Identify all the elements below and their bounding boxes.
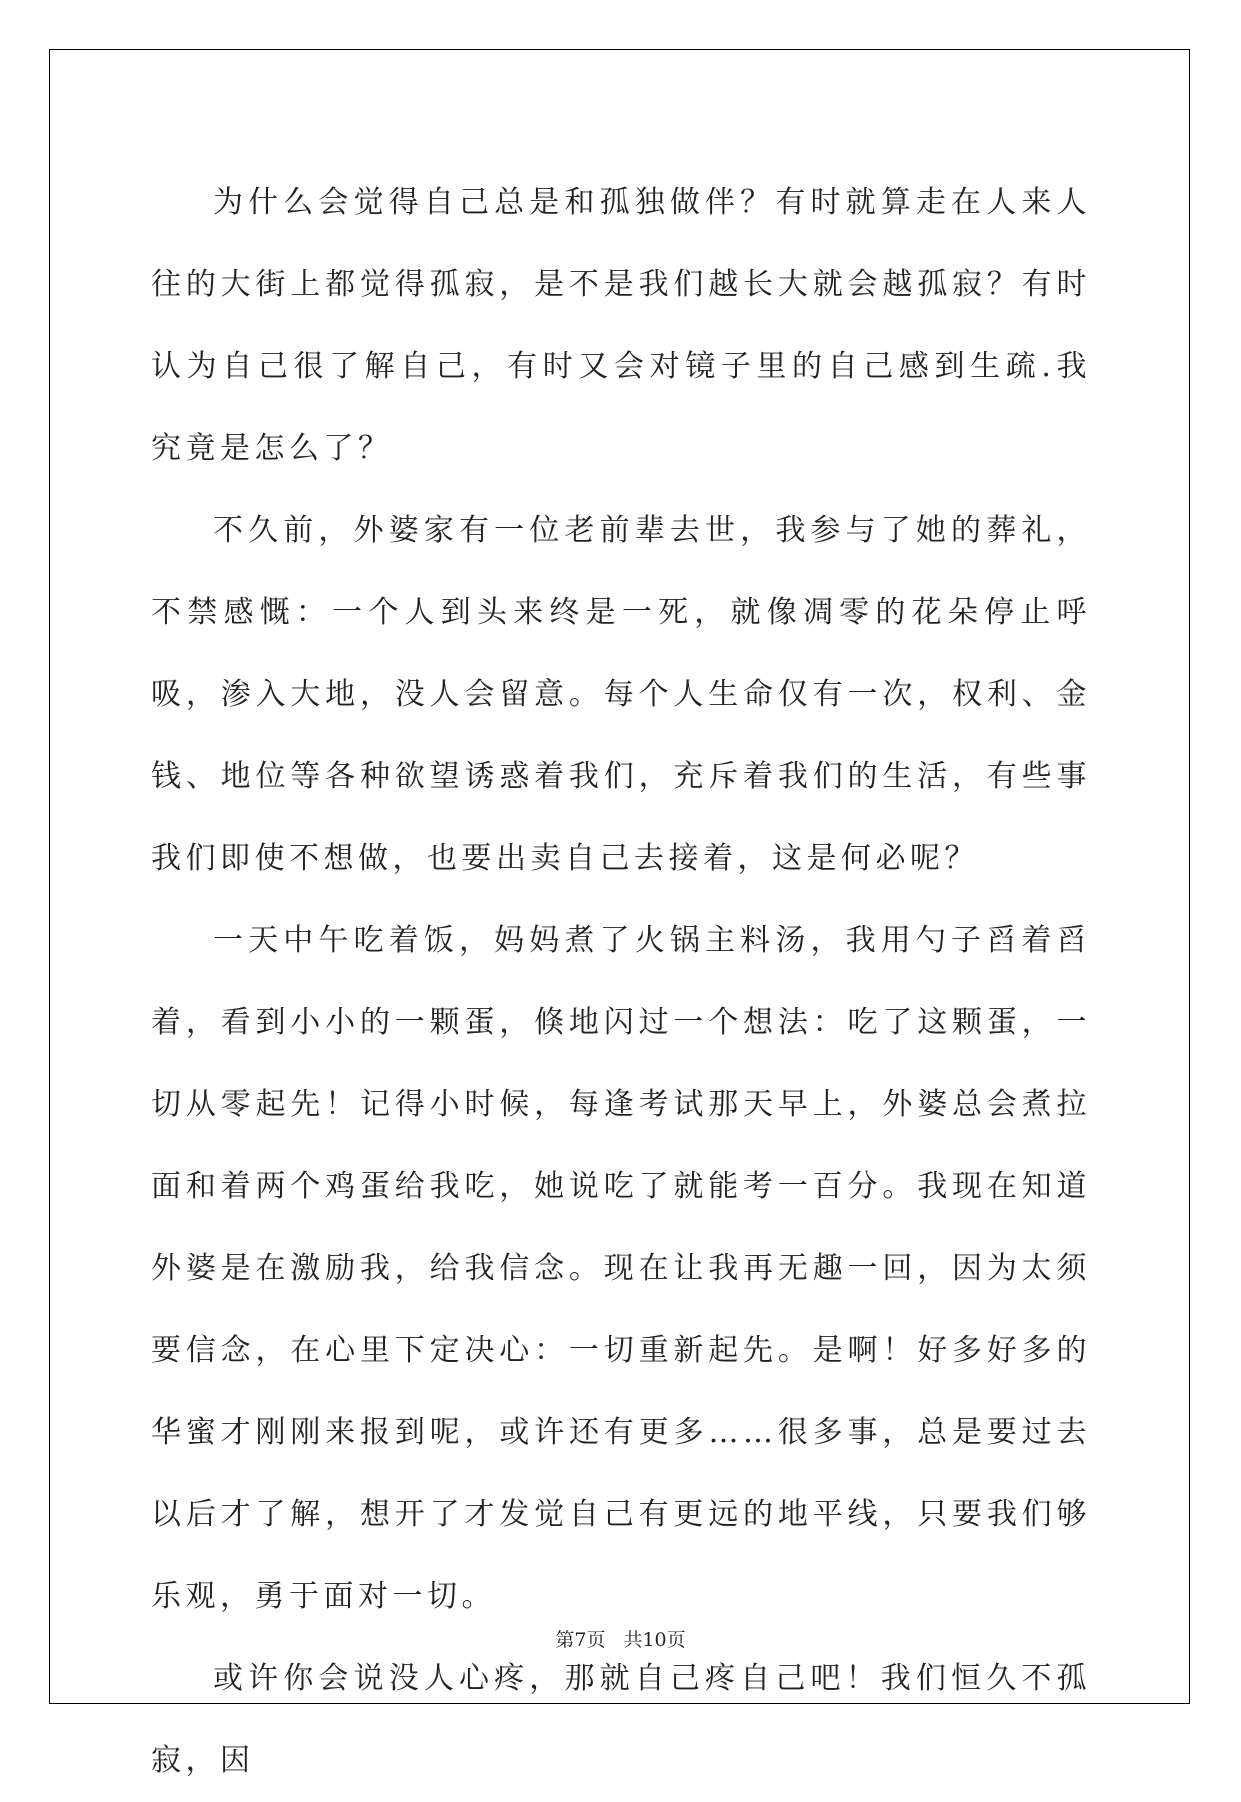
page-footer [0,1625,1241,1652]
paragraph-2: 不久前，外婆家有一位老前辈去世，我参与了她的葬礼，不禁感慨：一个人到头来终是一死，就像凋零的花朵停止呼吸，渗入大地，没人会留意。每个人生命仅有一次，权利、金钱、地位等各种欲望诱惑着我们，充斥着我们的生活，有些事我们即使不想做，也要出卖自己去接着，这是何必呢？ [151,513,1091,876]
page-number: 第7页 [555,1629,606,1651]
document-body [151,162,1091,1802]
paragraph-3: 一天中午吃着饭，妈妈煮了火锅主料汤，我用勺子舀着舀着，看到小小的一颗蛋，倏地闪过一个想法：吃了这颗蛋，一切从零起先！记得小时候，每逢考试那天早上，外婆总会煮拉面和着两个鸡蛋给我吃，她说吃了就能考一百分。我现在知道外婆是在激励我，给我信念。现在让我再无趣一回，因为太须要信念，在心里下定决心：一切重新起先。是啊！好多好多的华蜜才刚刚来报到呢，或许还有更多……很多事，总是要过去以后才了解，想开了才发觉自己有更远的地平线，只要我们够乐观，勇于面对一切。 [151,923,1091,1614]
paragraph-4: 或许你会说没人心疼，那就自己疼自己吧！我们恒久不孤寂，因 [151,1661,1091,1778]
total-pages: 共10页 [623,1629,686,1651]
paragraph-1: 为什么会觉得自己总是和孤独做伴？有时就算走在人来人往的大街上都觉得孤寂，是不是我们越长大就会越孤寂？有时认为自己很了解自己，有时又会对镜子里的自己感到生疏.我究竟是怎么了？ [151,185,1091,466]
